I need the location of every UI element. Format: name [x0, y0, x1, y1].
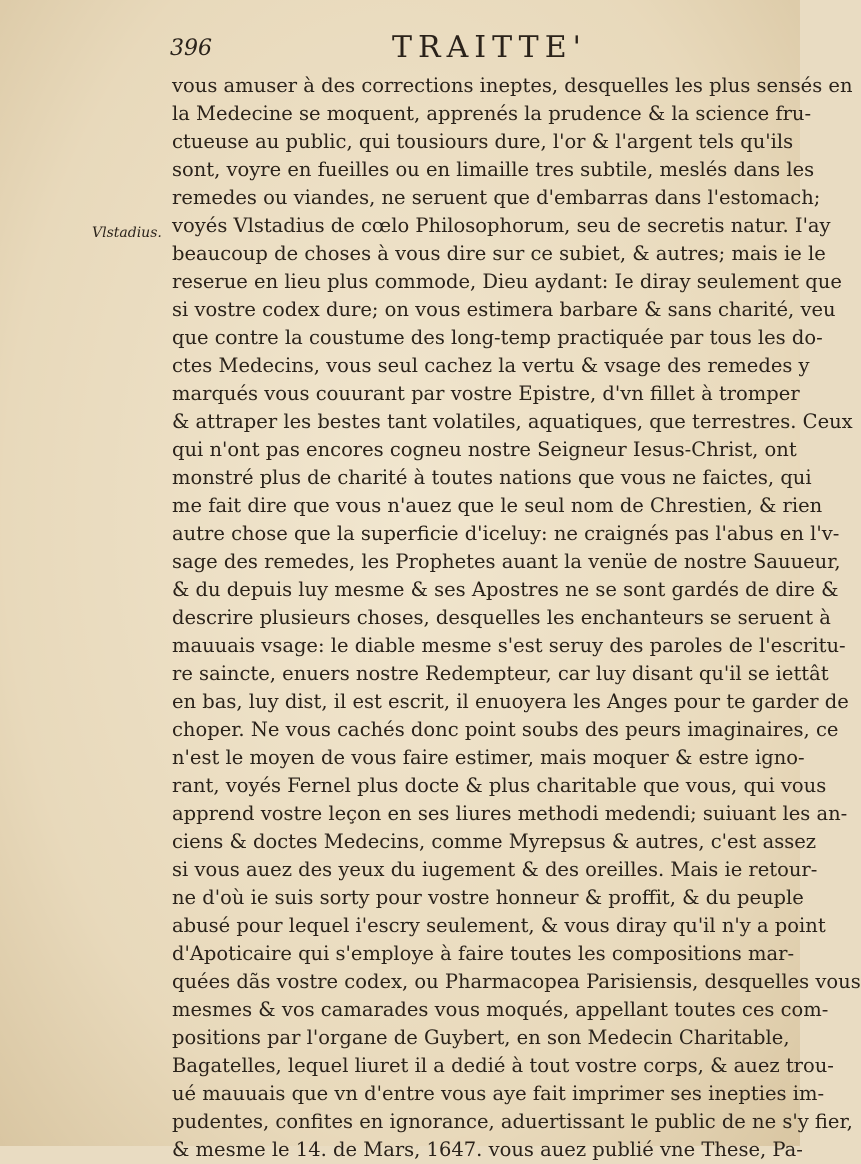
text-line: sont, voyre en fueilles ou en limaille tres subtile, meslés dans les	[172, 158, 815, 181]
text-line: positions par l'organe de Guybert, en son Medecin Charitable,	[172, 1026, 790, 1049]
text-line: quées dãs vostre codex, ou Pharmacopea Parisiensis, desquelles vous	[172, 970, 861, 993]
text-line: & attraper les bestes tant volatiles, aquatiques, que terrestres. Ceux	[172, 410, 853, 433]
text-line: rant, voyés Fernel plus docte & plus charitable que vous, qui vous	[172, 774, 827, 797]
text-line: reserue en lieu plus commode, Dieu aydant: Ie diray seulement que	[172, 270, 842, 293]
text-line: & mesme le 14. de Mars, 1647. vous auez publié vne These, Pa-	[172, 1138, 803, 1161]
text-line: n'est le moyen de vous faire estimer, mais moquer & estre igno-	[172, 746, 805, 769]
text-line: pudentes, confites en ignorance, aduertissant le public de ne s'y fier,	[172, 1110, 853, 1133]
text-line: me fait dire que vous n'auez que le seul nom de Chrestien, & rien	[172, 494, 823, 517]
page-header	[170, 30, 760, 70]
text-line: mauuais vsage: le diable mesme s'est seruy des paroles de l'escritu-	[172, 634, 846, 657]
text-line: qui n'ont pas encores cogneu nostre Seigneur Iesus-Christ, ont	[172, 438, 797, 461]
text-line: sage des remedes, les Prophetes auant la venüe de nostre Sauueur,	[172, 550, 841, 573]
text-line: monstré plus de charité à toutes nations que vous ne faictes, qui	[172, 466, 812, 489]
text-line: voyés Vlstadius de cœlo Philosophorum, seu de secretis natur. I'ay	[172, 214, 831, 237]
text-line: si vostre codex dure; on vous estimera barbare & sans charité, veu	[172, 298, 836, 321]
body-text	[172, 72, 861, 1164]
text-line: si vous auez des yeux du iugement & des oreilles. Mais ie retour-	[172, 858, 818, 881]
running-title: TRAITTE'	[392, 30, 587, 65]
text-line: beaucoup de choses à vous dire sur ce subiet, & autres; mais ie le	[172, 242, 826, 265]
text-line: d'Apoticaire qui s'employe à faire toutes les compositions mar-	[172, 942, 795, 965]
margin-note: Vlstadius.	[92, 225, 162, 241]
text-line: ciens & doctes Medecins, comme Myrepsus & autres, c'est assez	[172, 830, 817, 853]
text-line: ctes Medecins, vous seul cachez la vertu & vsage des remedes y	[172, 354, 810, 377]
text-line: re saincte, enuers nostre Redempteur, car luy disant qu'il se iettât	[172, 662, 829, 685]
text-line: ué mauuais que vn d'entre vous aye fait imprimer ses inepties im-	[172, 1082, 825, 1105]
text-line: ne d'où ie suis sorty pour vostre honneur & proffit, & du peuple	[172, 886, 804, 909]
text-line: descrire plusieurs choses, desquelles les enchanteurs se seruent à	[172, 606, 831, 629]
text-line: en bas, luy dist, il est escrit, il enuoyera les Anges pour te garder de	[172, 690, 849, 713]
text-line: que contre la coustume des long-temp practiquée par tous les do-	[172, 326, 823, 349]
text-line: apprend vostre leçon en ses liures methodi medendi; suiuant les an-	[172, 802, 848, 825]
text-line: vous amuser à des corrections ineptes, desquelles les plus sensés en	[172, 74, 853, 97]
text-line: la Medecine se moquent, apprenés la prudence & la science fru-	[172, 102, 812, 125]
text-line: remedes ou viandes, ne seruent que d'embarras dans l'estomach;	[172, 186, 821, 209]
text-line: ctueuse au public, qui tousiours dure, l'or & l'argent tels qu'ils	[172, 130, 794, 153]
text-line: choper. Ne vous cachés donc point soubs des peurs imaginaires, ce	[172, 718, 839, 741]
text-line: marqués vous couurant par vostre Epistre, d'vn fillet à tromper	[172, 382, 800, 405]
text-line: autre chose que la superficie d'iceluy: ne craignés pas l'abus en l'v-	[172, 522, 840, 545]
page-number: 396	[170, 36, 212, 61]
text-line: mesmes & vos camarades vous moqués, appellant toutes ces com-	[172, 998, 829, 1021]
text-line: abusé pour lequel i'escry seulement, & vous diray qu'il n'y a point	[172, 914, 826, 937]
text-line: Bagatelles, lequel liuret il a dedié à tout vostre corps, & auez trou-	[172, 1054, 834, 1077]
text-line: & du depuis luy mesme & ses Apostres ne se sont gardés de dire &	[172, 578, 839, 601]
